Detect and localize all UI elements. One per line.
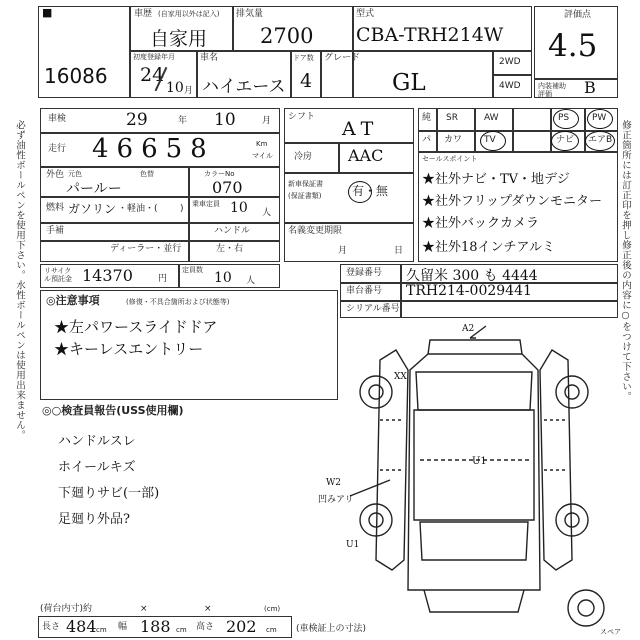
chassis-label: 車台番号: [346, 286, 383, 296]
doors-value: 4: [300, 70, 313, 92]
dimensions-header: (荷台内寸)約: [40, 604, 93, 614]
manual-options: 有・無: [352, 184, 389, 198]
equip-leather: カワ: [444, 135, 463, 145]
height-value: 202: [226, 617, 257, 636]
selling-point-2: ★社外フリップダウンモニター: [422, 194, 603, 209]
caution-note: (修復・不具合箇所および状態等): [126, 298, 230, 306]
height-label: 高さ: [196, 622, 215, 632]
model-name-label: 車名: [200, 53, 219, 63]
displacement-label: 排気量: [236, 9, 264, 19]
selling-points-label: セールスポイント: [422, 155, 478, 163]
capacity-unit: 人: [246, 276, 256, 286]
name-change-day: 日: [394, 246, 404, 256]
first-reg-month-suffix: 月: [184, 86, 194, 96]
score-value: 4.5: [548, 28, 598, 64]
first-reg-year: 24: [140, 64, 165, 86]
caution-1: ★左パワースライドドア: [54, 318, 218, 336]
inspector-note-3: 下廻りサビ(一部): [58, 486, 160, 501]
manual-sub: (保証書類): [288, 192, 322, 200]
recycle-label: リサイクル預託金: [44, 267, 72, 283]
diagram-mark-rear-center: U1: [472, 456, 487, 467]
spare-label: スペア: [600, 628, 621, 636]
color-no-label: カラーNo: [204, 170, 235, 178]
score-label: 評価点: [564, 10, 592, 20]
selling-point-3: ★社外バックカメラ: [422, 216, 540, 231]
original-color-label: 元色: [68, 170, 82, 178]
dimensions-times-1: ×: [140, 604, 148, 614]
interior-label: 内装補助評価: [538, 82, 566, 98]
drive-2wd: 2WD: [499, 57, 521, 67]
equip-tv-circle: [480, 131, 506, 151]
equip-navi-circle: [551, 131, 579, 151]
selling-point-4: ★社外18インチアルミ: [422, 240, 556, 255]
lot-number: 16086: [44, 64, 108, 88]
equip-tv: TV: [484, 135, 496, 145]
shift-label: シフト: [288, 112, 316, 122]
width-unit: cm: [176, 626, 187, 634]
vehicle-history-value: 自家用: [150, 28, 208, 50]
diagram-mark-left-rear-note: 凹みアリ: [318, 495, 354, 505]
doors-label: ドア数: [293, 54, 314, 62]
passengers-label: 乗車定員: [192, 200, 220, 208]
dealer-label: 手補: [46, 226, 65, 236]
inspection-year-unit: 年: [178, 116, 188, 126]
passengers-unit: 人: [262, 208, 272, 218]
selling-point-1: ★社外ナビ・TV・地デジ: [422, 172, 570, 187]
equipment-row1-label: 純: [422, 113, 432, 123]
width-label: 幅: [118, 622, 128, 632]
grade-label: グレード: [324, 53, 361, 63]
inspector-note-1: ハンドルスレ: [58, 434, 136, 449]
fuel-paren-close: ): [180, 204, 184, 214]
first-reg-label: 初度登録年月: [133, 53, 175, 61]
inspection-year: 29: [126, 110, 148, 130]
caution-label: ◎注意事項: [46, 294, 100, 307]
fuel-label: 燃料: [46, 203, 65, 213]
equip-airbag-circle: [585, 131, 615, 151]
passengers-value: 10: [230, 200, 248, 216]
vehicle-header-table: [130, 6, 532, 98]
recycle-unit: 円: [158, 274, 168, 284]
model-name-value: ハイエース: [202, 77, 286, 97]
inspection-label: 車検: [48, 114, 67, 124]
vehicle-history-note: (自家用以外は記入): [158, 10, 220, 18]
ac-value: AAC: [348, 146, 384, 165]
reg-label: 登録番号: [346, 268, 383, 278]
displacement-value: 2700: [260, 24, 314, 48]
inspector-label: ◎○検査員報告(USS使用欄): [42, 404, 184, 417]
equip-airbag: エアB: [588, 135, 613, 145]
mileage-unit-km: Km: [256, 140, 268, 148]
chassis-number: TRH214-0029441: [406, 283, 532, 299]
first-reg-month: 10: [166, 80, 184, 96]
dimensions-times-2: ×: [204, 604, 212, 614]
width-value: 188: [140, 617, 171, 636]
equip-sr: SR: [446, 113, 458, 123]
equip-ps: PS: [558, 113, 570, 123]
ac-label: 冷房: [294, 152, 313, 162]
color-no-value: 070: [212, 178, 243, 197]
inspection-month: 10: [214, 110, 236, 130]
inspector-note-4: 足廻り外品?: [58, 512, 130, 527]
reg-number: 久留米 300 も 4444: [406, 268, 538, 284]
dealer-value: ディーラー・並行: [110, 244, 182, 254]
name-change-label: 名義変更期限: [288, 226, 343, 236]
fuel-options: ・軽油・(: [118, 204, 158, 214]
name-change-month: 月: [338, 246, 348, 256]
handle-options: 左・右: [216, 244, 244, 254]
capacity-value: 10: [214, 270, 232, 286]
model-type-label: 型式: [356, 9, 375, 19]
length-unit: cm: [96, 626, 107, 634]
fuel-value: ガソリン: [68, 202, 117, 216]
dimensions-cm: (cm): [264, 605, 281, 613]
mileage-value: 46658: [92, 134, 215, 164]
capacity-label: 定員数: [182, 266, 203, 274]
mileage-unit-mile: マイル: [252, 152, 273, 160]
diagram-mark-left-front: XX: [394, 372, 407, 382]
equip-navi: ナビ: [556, 135, 575, 145]
recycle-value: 14370: [82, 266, 133, 285]
serial-label: シリアル番号: [346, 304, 400, 314]
lot-corner-mark: ■: [42, 6, 53, 19]
manual-label: 新車保証書: [288, 180, 323, 188]
mileage-label: 走行: [48, 144, 67, 154]
equip-pw: PW: [592, 113, 607, 123]
handle-label: ハンドル: [214, 226, 251, 236]
model-type-value: CBA-TRH214W: [356, 24, 504, 46]
interior-score: B: [584, 78, 596, 97]
manual-yes-circle: [348, 181, 372, 203]
diagram-mark-left-wheel: U1: [346, 540, 360, 550]
diagram-mark-left-rear: W2: [326, 478, 341, 488]
caution-2: ★キーレスエントリー: [54, 340, 204, 358]
equip-aw: AW: [484, 113, 499, 123]
dimensions-note: (車検証上の寸法): [296, 624, 367, 634]
left-notice: 必ず油性ボールペンを使用下さい。水性ボールペンは使用出来ません。: [14, 120, 25, 440]
grade-value: GL: [392, 70, 426, 96]
height-unit: cm: [266, 626, 277, 634]
length-value: 484: [66, 617, 97, 636]
length-label: 長さ: [42, 622, 61, 632]
diagram-mark-front: A2: [462, 324, 475, 334]
original-color-sub: 色替: [140, 170, 154, 178]
equip-ps-circle: [553, 109, 579, 129]
drive-4wd: 4WD: [499, 81, 521, 91]
inspection-month-unit: 月: [262, 116, 272, 126]
equipment-row2-label: パ: [422, 135, 432, 145]
vehicle-history-label: 車歴: [134, 9, 153, 19]
shift-value: AT: [342, 118, 380, 140]
color-label: 外色: [46, 170, 65, 180]
equip-pw-circle: [587, 109, 613, 129]
color-value: パールー: [66, 181, 122, 197]
inspector-note-2: ホイールキズ: [58, 460, 136, 475]
right-notice: 修正箇所には訂正印を押し修正後の内容に○をつけて下さい。: [620, 120, 631, 402]
